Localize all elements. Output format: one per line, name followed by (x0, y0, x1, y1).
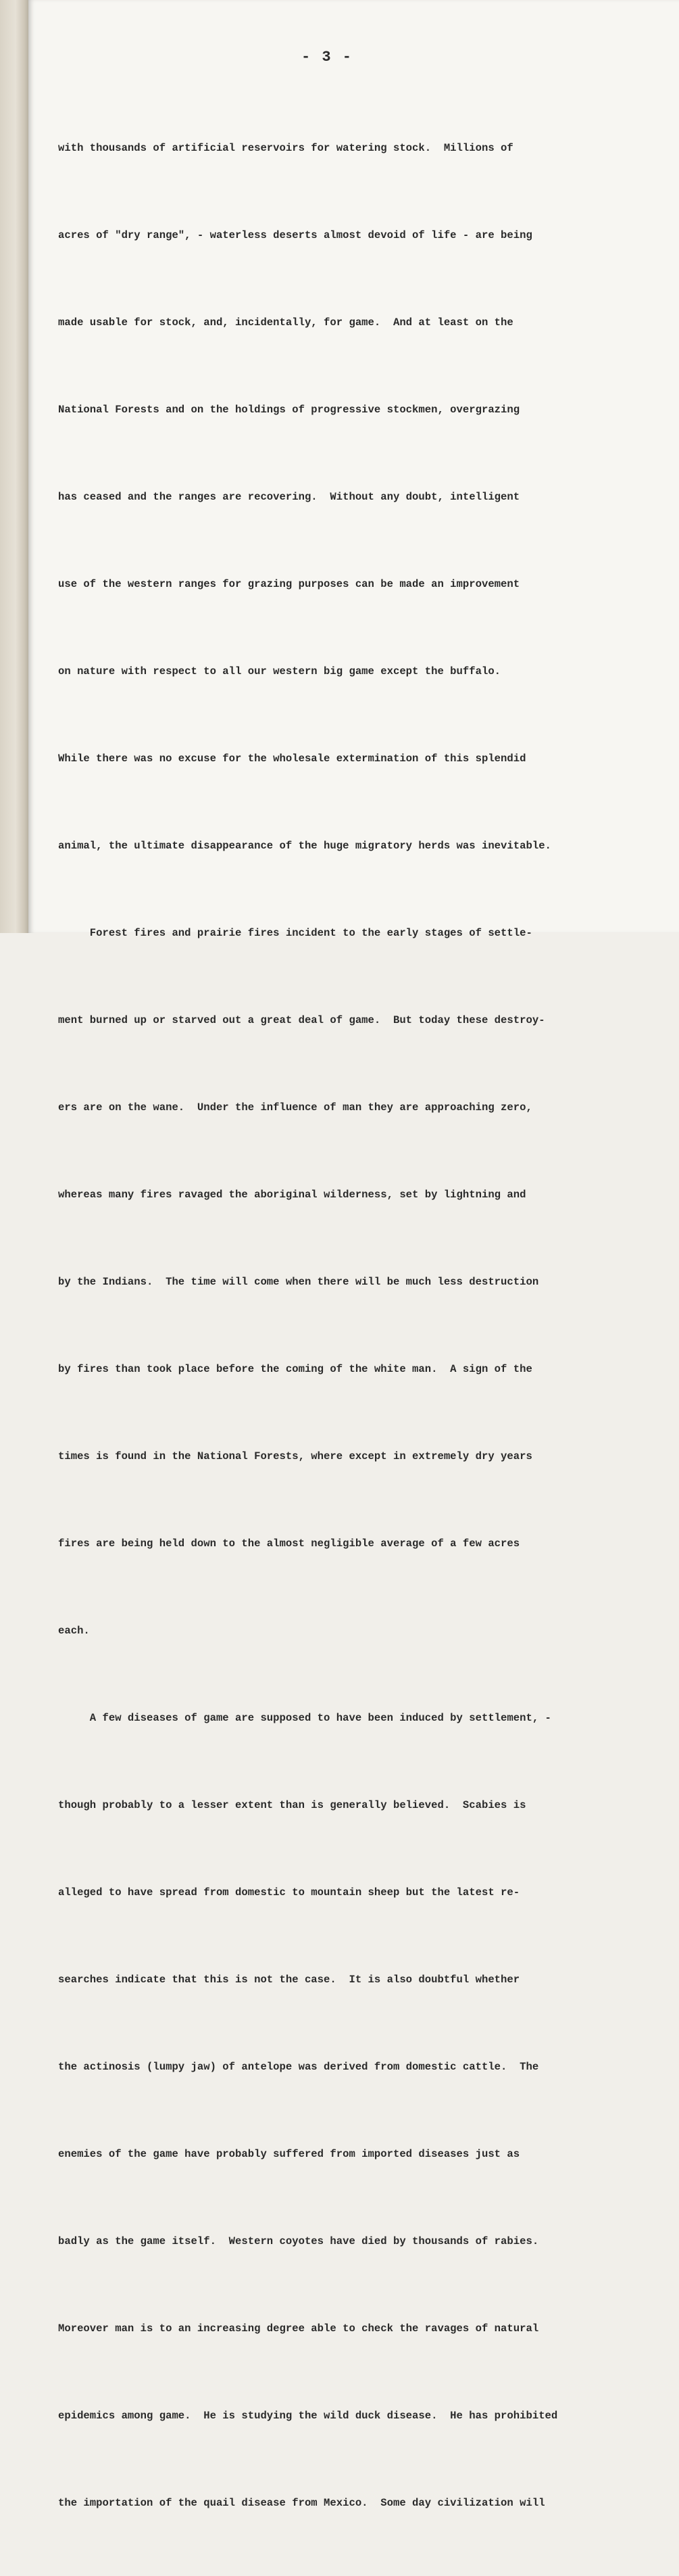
text-line: the actinosis (lumpy jaw) of antelope was derived from domestic cattle. The (58, 2061, 539, 2073)
text-line: alleged to have spread from domestic to mountain sheep but the latest re- (58, 1886, 520, 1899)
text-line: searches indicate that this is not the case. It is also doubtful whether (58, 1974, 520, 1986)
text-line: each. (58, 1625, 90, 1637)
text-line: by the Indians. The time will come when there will be much less destruction (58, 1276, 539, 1288)
text-line: fires are being held down to the almost negligible average of a few acres (58, 1537, 520, 1550)
text-line: ment burned up or starved out a great deal of game. But today these destroy- (58, 1014, 545, 1026)
text-line: use of the western ranges for grazing purposes can be made an improvement (58, 578, 520, 590)
text-line: enemies of the game have probably suffered from imported diseases just as (58, 2148, 520, 2160)
text-line: badly as the game itself. Western coyotes have died by thousands of rabies. (58, 2235, 539, 2247)
text-line: on nature with respect to all our western big game except the buffalo. (58, 665, 501, 677)
typewritten-page (28, 0, 679, 2509)
text-line: epidemics among game. He is studying the wild duck disease. He has prohibited (58, 2410, 558, 2422)
page-number: - 3 - (301, 49, 353, 66)
text-line: National Forests and on the holdings of progressive stockmen, overgrazing (58, 404, 520, 416)
body-text (58, 76, 666, 2576)
text-line: has ceased and the ranges are recovering. Without any doubt, intelligent (58, 491, 520, 503)
text-line: While there was no excuse for the wholesale extermination of this splendid (58, 753, 526, 765)
text-line: made usable for stock, and, incidentally, for game. And at least on the (58, 316, 513, 329)
text-line: Moreover man is to an increasing degree able to check the ravages of natural (58, 2322, 539, 2335)
text-line: A few diseases of game are supposed to have been induced by settlement, - (58, 1712, 551, 1724)
text-line: the importation of the quail disease from Mexico. Some day civilization will (58, 2497, 545, 2509)
text-line: though probably to a lesser extent than is generally believed. Scabies is (58, 1799, 526, 1811)
text-line: with thousands of artificial reservoirs for watering stock. Millions of (58, 142, 513, 154)
text-line: whereas many fires ravaged the aboriginal wilderness, set by lightning and (58, 1189, 526, 1201)
text-line: by fires than took place before the coming of the white man. A sign of the (58, 1363, 532, 1375)
text-line: Forest fires and prairie fires incident to the early stages of settle- (58, 927, 532, 939)
text-line: ers are on the wane. Under the influence of man they are approaching zero, (58, 1101, 532, 1114)
text-line: animal, the ultimate disappearance of the huge migratory herds was inevitable. (58, 840, 551, 852)
text-line: acres of "dry range", - waterless deserts almost devoid of life - are being (58, 229, 532, 241)
binding-edge (0, 0, 28, 933)
text-line: times is found in the National Forests, where except in extremely dry years (58, 1450, 532, 1462)
